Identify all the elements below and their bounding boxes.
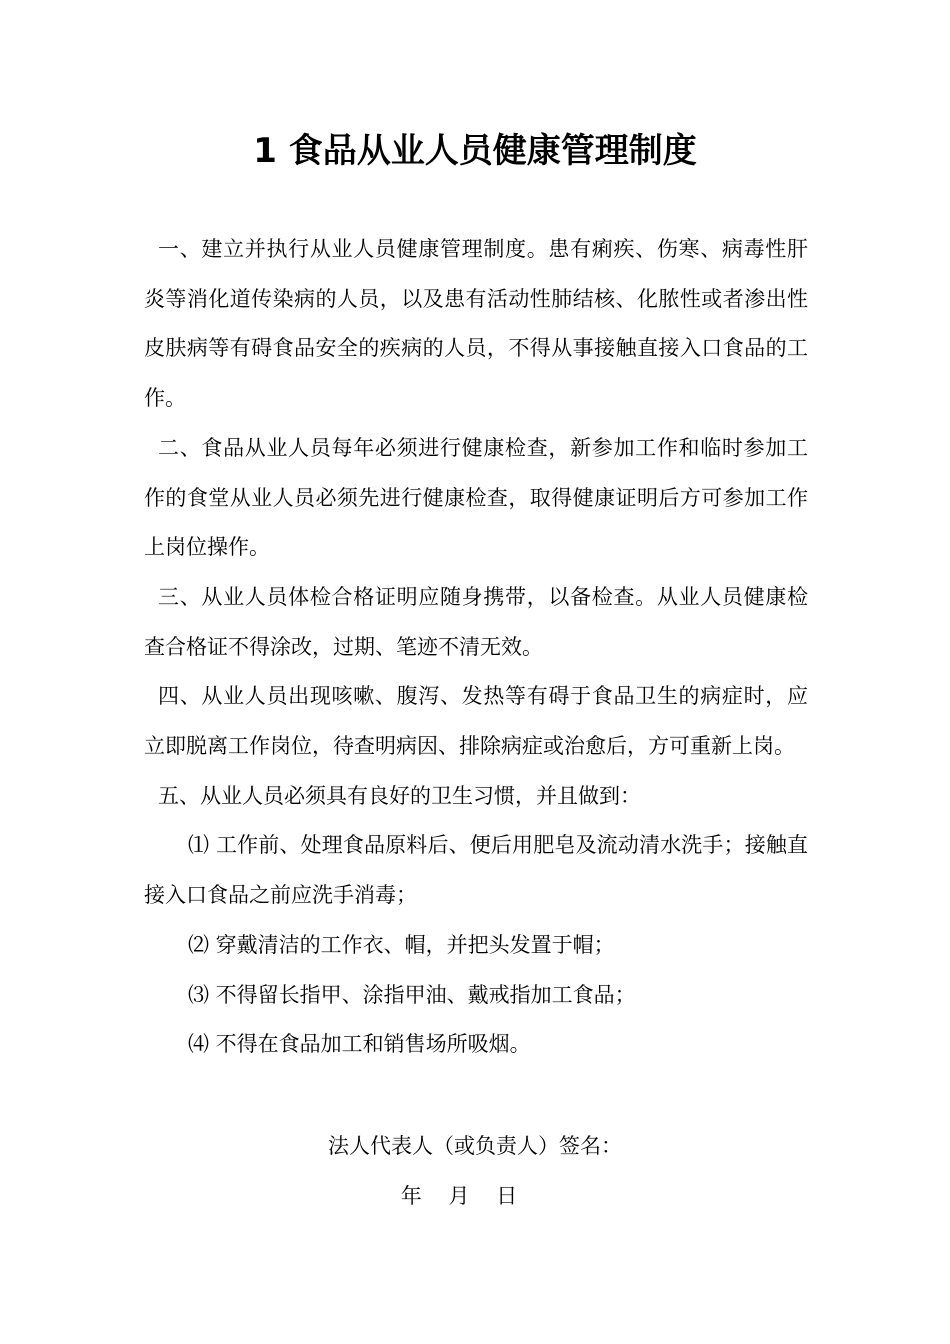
- clause-4: 四、从业人员出现咳嗽、腹泻、发热等有碍于食品卫生的病症时，应立即脱离工作岗位，待查明病因、排除病症或治愈后，方可重新上岗。: [144, 684, 808, 759]
- signature-label: 法人代表人（或负责人）签名：: [328, 1134, 622, 1158]
- document-body: [144, 225, 808, 1070]
- clause-5-item-4: ⑷ 不得在食品加工和销售场所吸烟。: [188, 1032, 531, 1057]
- clause-5: 五、从业人员必须具有良好的卫生习惯，并且做到：: [158, 783, 641, 808]
- clause-5-item-3: ⑶ 不得留长指甲、涂指甲油、戴戒指加工食品；: [188, 982, 636, 1007]
- document-title: 1 食品从业人员健康管理制度: [253, 131, 697, 171]
- date-label: 年 月 日: [400, 1184, 518, 1208]
- clause-3: 三、从业人员体检合格证明应随身携带，以备检查。从业人员健康检查合格证不得涂改，过期、笔迹不清无效。: [144, 584, 808, 659]
- clause-1: 一、建立并执行从业人员健康管理制度。患有痢疾、伤寒、病毒性肝炎等消化道传染病的人员，以及患有活动性肺结核、化脓性或者渗出性皮肤病等有碍食品安全的疾病的人员，不得从事接触直接入口食品的工作。: [144, 237, 808, 411]
- clause-5-item-1: ⑴ 工作前、处理食品原料后、便后用肥皂及流动清水洗手；接触直接入口食品之前应洗手消毒；: [144, 833, 808, 908]
- clause-2: 二、食品从业人员每年必须进行健康检查，新参加工作和临时参加工作的食堂从业人员必须先进行健康检查，取得健康证明后方可参加工作上岗位操作。: [144, 435, 808, 560]
- clause-5-item-2: ⑵ 穿戴清洁的工作衣、帽，并把头发置于帽；: [188, 932, 615, 957]
